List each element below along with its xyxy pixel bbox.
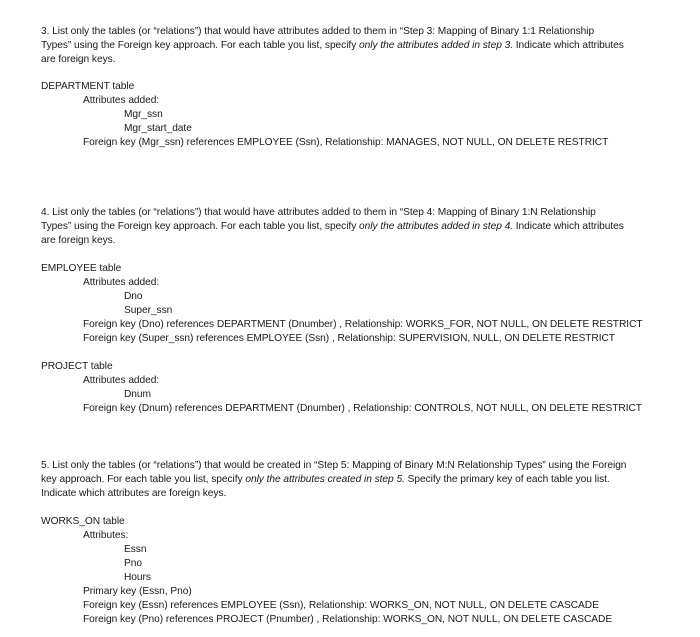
works-on-primary-key: Primary key (Essn, Pno) (83, 586, 192, 597)
q4-line-2-tail: Indicate which attributes (513, 221, 624, 232)
project-table-heading: PROJECT table (41, 361, 113, 372)
works-on-attribute: Essn (124, 544, 147, 555)
q3-line-2 (41, 39, 624, 52)
works-on-foreign-key: Foreign key (Pno) references PROJECT (Pnumber) , Relationship: WORKS_ON, NOT NULL, ON DELETE CASCADE (83, 614, 613, 625)
department-attribute: Mgr_ssn (124, 109, 163, 120)
department-attributes-label: Attributes added: (83, 95, 160, 106)
q5-line-3: Indicate which attributes are foreign keys. (41, 488, 227, 499)
department-foreign-key: Foreign key (Mgr_ssn) references EMPLOYEE (Ssn), Relationship: MANAGES, NOT NULL, ON DELETE RESTRICT (83, 137, 609, 148)
q4-line-3: are foreign keys. (41, 235, 116, 246)
employee-foreign-key: Foreign key (Dno) references DEPARTMENT (Dnumber) , Relationship: WORKS_FOR, NOT NULL, ON DELETE RESTRICT (83, 319, 643, 330)
q3-line-2-text: Types” using the Foreign key approach. For each table you list, specify (41, 40, 360, 51)
department-attribute: Mgr_start_date (124, 123, 192, 134)
q3-line-2-tail: Indicate which attributes (513, 40, 624, 51)
q5-line-1: 5. List only the tables (or “relations”) that would be created in “Step 5: Mapping of Binary M:N Relationship Types” using the Foreign (41, 460, 627, 471)
employee-attribute: Super_ssn (124, 305, 173, 316)
works-on-foreign-key: Foreign key (Essn) references EMPLOYEE (Ssn), Relationship: WORKS_ON, NOT NULL, ON DELETE CASCADE (83, 600, 599, 611)
employee-attributes-label: Attributes added: (83, 277, 160, 288)
q4-line-1: 4. List only the tables (or “relations”) that would have attributes added to them in “Step 4: Mapping of Binary 1:N Relationship (41, 207, 596, 218)
works-on-attribute: Pno (124, 558, 142, 569)
q4-line-2-text: Types” using the Foreign key approach. For each table you list, specify (41, 221, 360, 232)
works-on-table-heading: WORKS_ON table (41, 516, 125, 527)
works-on-attribute: Hours (124, 572, 151, 583)
project-attribute: Dnum (124, 389, 151, 400)
q3-line-1: 3. List only the tables (or “relations”) that would have attributes added to them in “Step 3: Mapping of Binary 1:1 Relationship (41, 26, 595, 37)
q5-line-2 (41, 473, 610, 486)
project-foreign-key: Foreign key (Dnum) references DEPARTMENT (Dnumber) , Relationship: CONTROLS, NOT NULL, ON DELETE RESTRICT (83, 403, 642, 414)
q5-line-2-text: key approach. For each table you list, specify (41, 474, 246, 485)
q5-line-2-tail: Specify the primary key of each table you list. (404, 474, 610, 485)
q4-line-2 (41, 220, 624, 233)
q3-line-3: are foreign keys. (41, 54, 116, 65)
q3-emphasis: only the attributes added in step 3. (359, 40, 513, 51)
employee-foreign-key: Foreign key (Super_ssn) references EMPLOYEE (Ssn) , Relationship: SUPERVISION, NULL, ON DELETE RESTRICT (83, 333, 615, 344)
works-on-attributes-label: Attributes: (83, 530, 129, 541)
employee-table-heading: EMPLOYEE table (41, 263, 122, 274)
q4-emphasis: only the attributes added in step 4. (359, 221, 513, 232)
q5-emphasis: only the attributes created in step 5. (245, 474, 405, 485)
employee-attribute: Dno (124, 291, 143, 302)
project-attributes-label: Attributes added: (83, 375, 160, 386)
department-table-heading: DEPARTMENT table (41, 81, 135, 92)
